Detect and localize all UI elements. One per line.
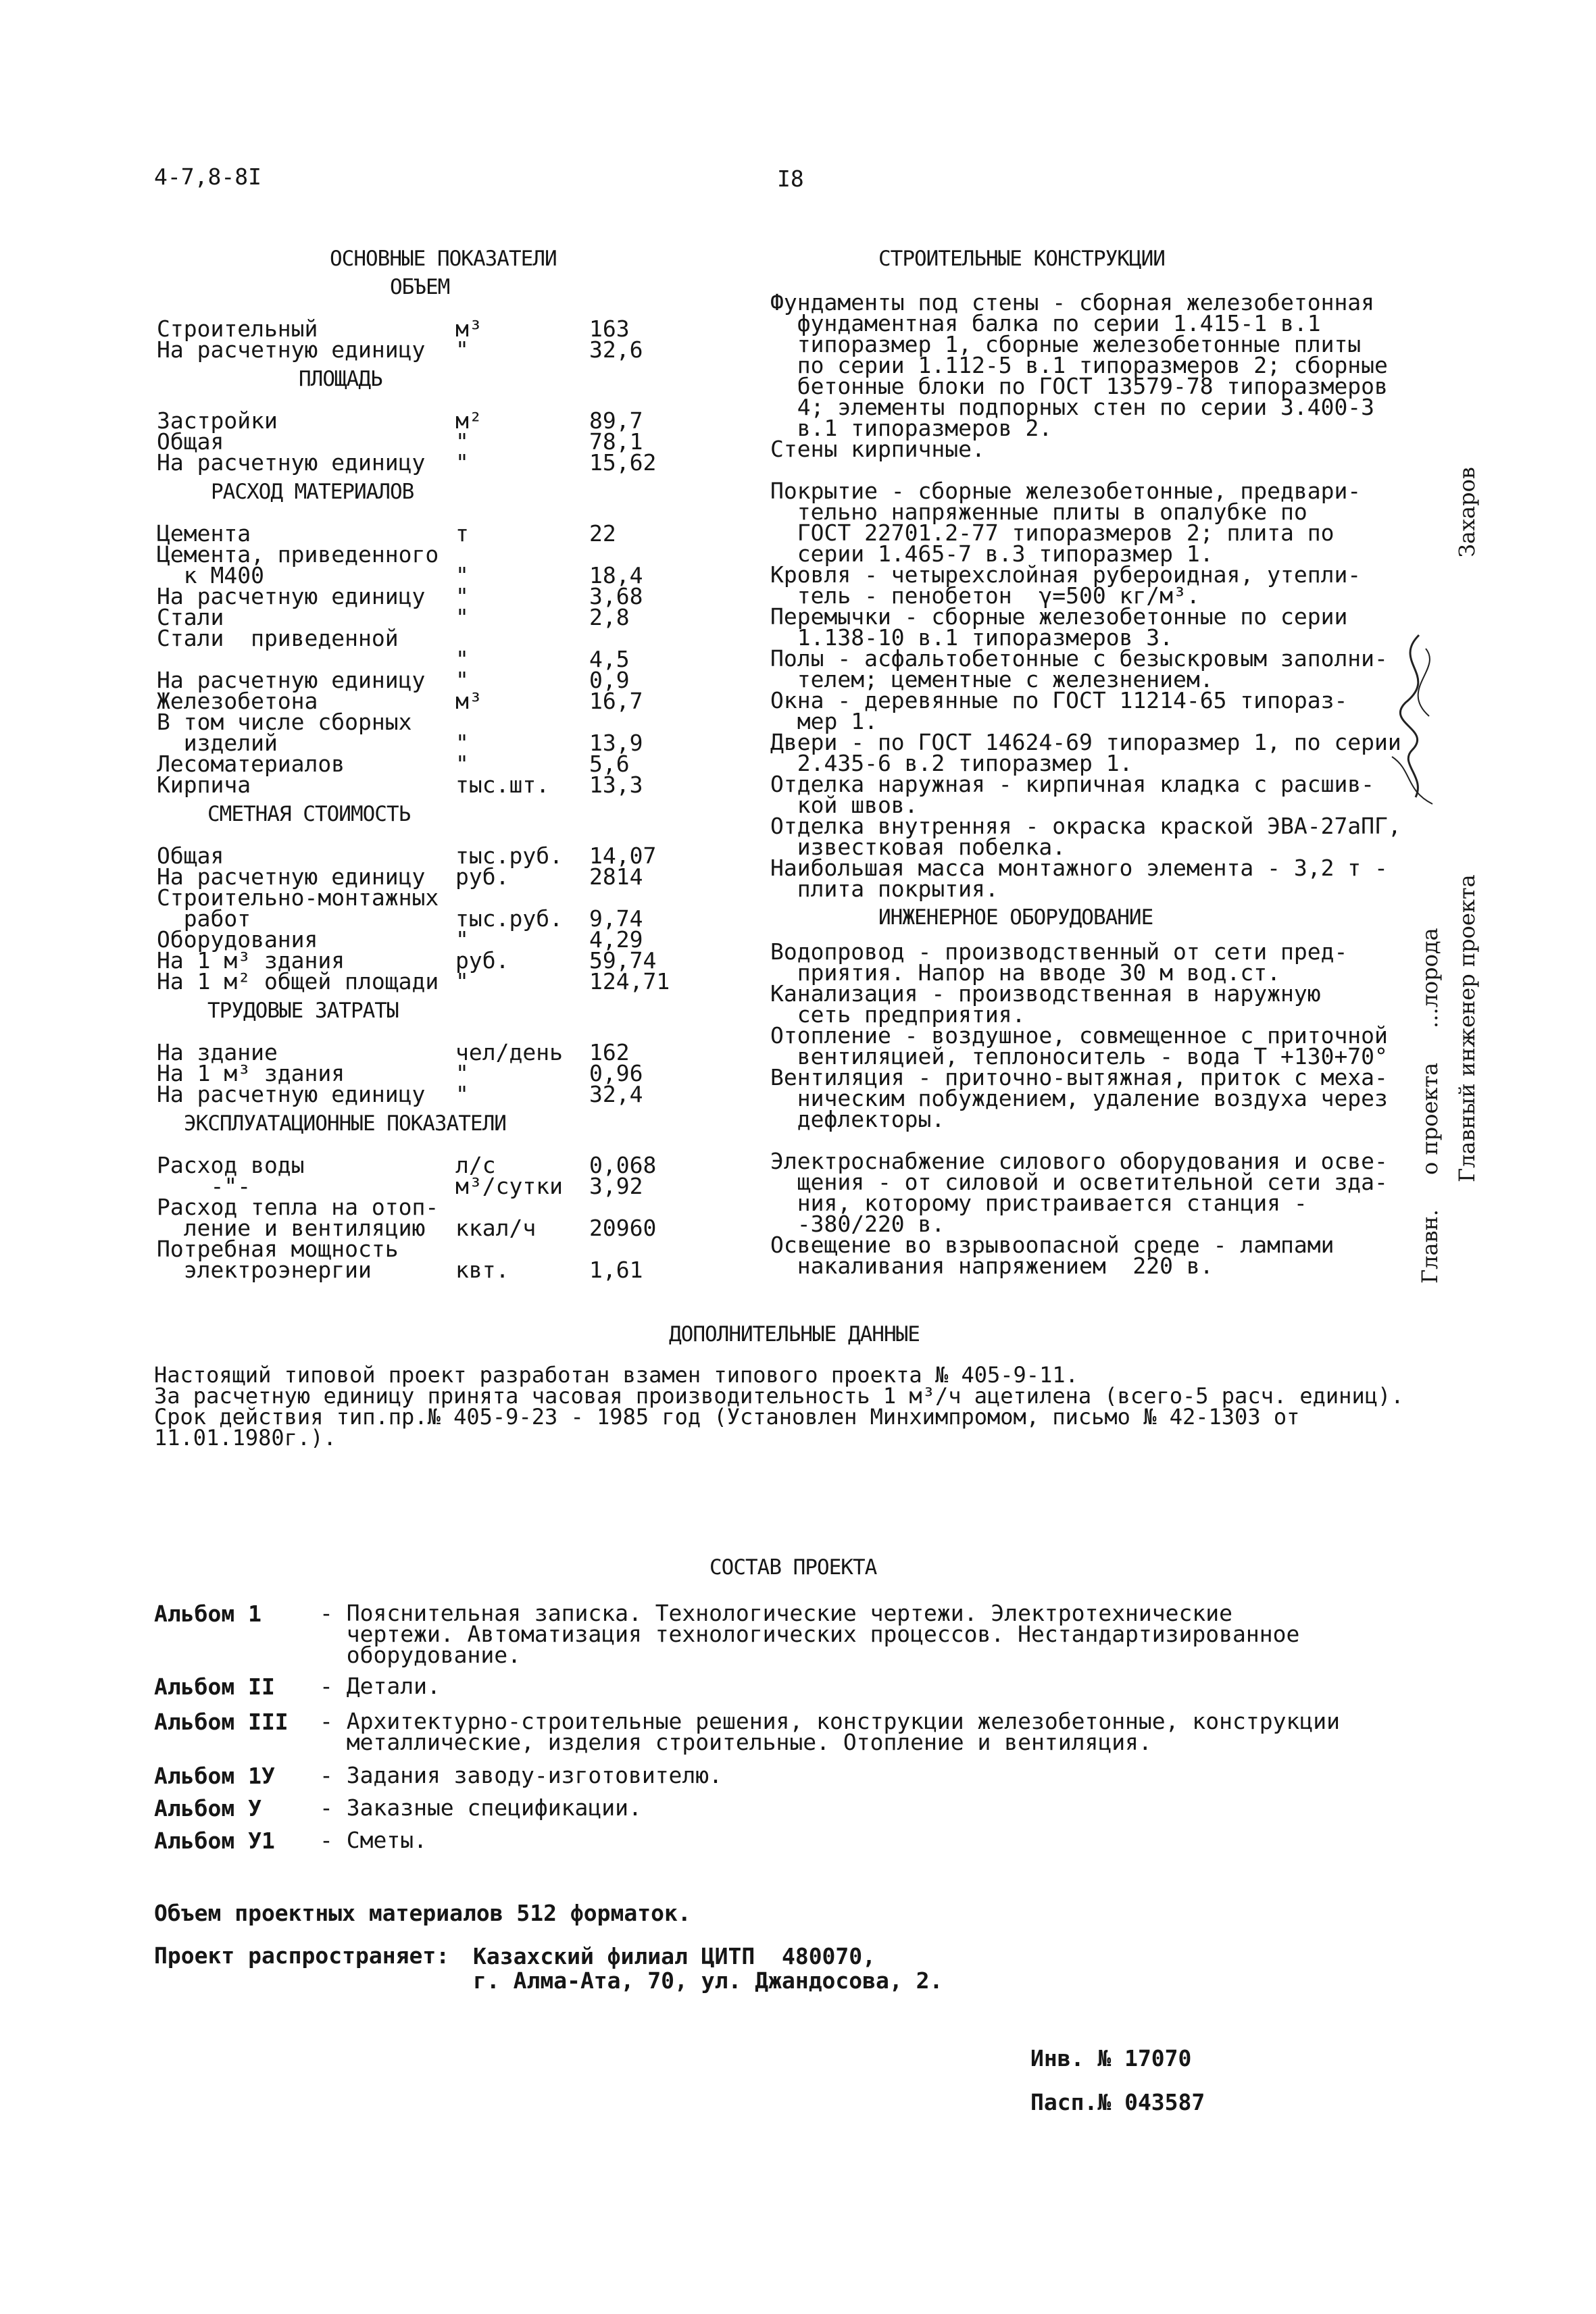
indicator-label: работ: [157, 905, 251, 932]
albums-list: [154, 0, 1370, 1892]
indicator-value: 124,71: [589, 968, 670, 995]
indicator-label: Цемента: [157, 520, 251, 547]
inventory-number: Инв. № 17070: [1030, 2045, 1192, 2071]
indicator-label: В том числе сборных: [157, 709, 412, 735]
indicator-unit: чел/день: [455, 1039, 563, 1065]
indicator-label: На 1 м³ здания: [157, 947, 345, 974]
indicator-label: Строительно-монтажных: [157, 884, 439, 911]
indicator-value: 16,7: [589, 688, 643, 714]
indicator-value: 89,7: [589, 407, 643, 434]
indicator-value: 163: [589, 316, 630, 342]
indicator-label: изделий: [157, 730, 278, 756]
indicator-label: Цемента, приведенного: [157, 541, 439, 568]
indicator-value: 22: [589, 520, 616, 547]
indicator-value: 13,9: [589, 730, 643, 756]
indicator-value: 59,74: [589, 947, 657, 974]
indicator-unit: тыс.шт.: [455, 772, 550, 798]
indicator-value: 0,96: [589, 1060, 643, 1086]
section-heading: ТРУДОВЫЕ ЗАТРАТЫ: [207, 999, 399, 1023]
indicator-value: 15,62: [589, 449, 657, 476]
indicator-unit: м³/сутки: [455, 1173, 563, 1199]
indicator-unit: ": [455, 1060, 469, 1086]
indicator-label: электроэнергии: [157, 1257, 372, 1283]
indicator-unit: м²: [455, 407, 482, 434]
indicator-label: На расчетную единицу: [157, 336, 426, 363]
indicator-unit: ": [455, 449, 469, 476]
indicator-label: Потребная мощность: [157, 1236, 399, 1262]
constructions-text: Фундаменты под стены - сборная железобетонная фундаментная балка по серии 1.415-1 в.1 типоразмер 1, сборные железобетонные плиты по серии 1.112-5 в.1 типоразмеров 2; сборные бетонные блоки по ГОСТ 13579-78 типоразмеров 4; элементы подпорных стен по серии 3.400-3 в.1 типоразмеров 2. Стены кирпичные. Покрытие - сборные железобетонные, предвари- тельно напряженные плиты в опалубке по ГОСТ 22701.2-77 типоразмеров 2; плита по серии 1.465-7 в.3 типоразмер 1. Кровля - четырехслойная рубероидная, утепли- тель - пенобетон γ=500 кг/м³. Перемычки - сборные железобетонные по серии 1.138-10 в.1 типоразмеров 3. Полы - асфальтобетонные с безыскровым заполни- телем; цементные с железнением. Окна - деревянные по ГОСТ 11214-65 типораз- мер 1. Двери - по ГОСТ 14624-69 типоразмер 1, по серии 2.435-6 в.2 типоразмер 1. Отделка наружная - кирпичная кладка с расшив- кой швов. Отделка внутренняя - окраска краской ЭВА-27аПГ, известковая побелка. Наибольшая масса монтажного элемента - 3,2 т - плита покрытия.: [770, 289, 1401, 902]
indicator-unit: руб.: [455, 947, 509, 974]
section-heading: РАСХОД МАТЕРИАЛОВ: [211, 480, 414, 504]
indicator-label: Стали приведенной: [157, 625, 399, 651]
album-name: Альбом 1: [154, 1601, 261, 1627]
indicator-value: 3,68: [589, 583, 643, 609]
section-heading: ОБЪЕМ: [390, 275, 450, 299]
distributor-text: Казахский филиал ЦИТП 480070, г. Алма-Ата, 70, ул. Джандосова, 2.: [473, 1943, 943, 1994]
volume-text: Объем проектных материалов 512 форматок.: [154, 1900, 691, 1926]
indicator-label: Кирпича: [157, 772, 251, 798]
indicator-value: 1,61: [589, 1257, 643, 1283]
indicator-value: 0,9: [589, 667, 630, 693]
album-name: Альбом II: [154, 1674, 275, 1700]
composition-title: СОСТАВ ПРОЕКТА: [709, 1555, 877, 1580]
indicator-unit: ": [455, 336, 469, 363]
indicator-label: Лесоматериалов: [157, 751, 345, 777]
indicator-value: 2814: [589, 863, 643, 890]
indicator-label: Стали: [157, 604, 224, 630]
indicator-value: 4,5: [589, 646, 630, 672]
indicator-label: На расчетную единицу: [157, 667, 426, 693]
passport-number: Пасп.№ 043587: [1030, 2089, 1205, 2115]
indicators-title: ОСНОВНЫЕ ПОКАЗАТЕЛИ: [330, 247, 557, 271]
indicator-value: 18,4: [589, 562, 643, 588]
indicator-label: На 1 м³ здания: [157, 1060, 345, 1086]
margin-name: Захаров: [1454, 467, 1480, 557]
indicator-unit: ": [455, 562, 469, 588]
album-description: - Заказные спецификации.: [320, 1794, 642, 1821]
album-description: - Детали.: [320, 1673, 441, 1699]
signature-mark: [1378, 622, 1453, 824]
indicator-label: Железобетона: [157, 688, 318, 714]
section-heading: ЭКСПЛУАТАЦИОННЫЕ ПОКАЗАТЕЛИ: [184, 1111, 506, 1136]
indicator-unit: ": [455, 667, 469, 693]
margin-chief-engineer: Главный инженер проекта: [1454, 874, 1480, 1182]
section-heading: ПЛОЩАДЬ: [299, 367, 382, 391]
indicator-value: 0,068: [589, 1152, 657, 1178]
album-description: - Задания заводу-изготовителю.: [320, 1762, 723, 1788]
constructions-title: СТРОИТЕЛЬНЫЕ КОНСТРУКЦИИ: [878, 247, 1165, 271]
indicator-value: 14,07: [589, 842, 657, 869]
indicator-label: ление и вентиляцию: [157, 1215, 426, 1241]
indicator-label: На 1 м² общей площади: [157, 968, 439, 995]
page-number: I8: [777, 166, 804, 192]
document-code: 4-7,8-8I: [154, 164, 261, 190]
engineering-text: Водопровод - производственный от сети пред- приятия. Напор на вводе 30 м вод.ст. Канализация - производственная в наружную сеть предприятия. Отопление - воздушное, совмещенное с приточной вентиляцией, теплоноситель - вода Т +130+70° Вентиляция - приточно-вытяжная, приток с меха- ническим побуждением, удаление воздуха через дефлекторы. Электроснабжение силового оборудования и осве- щения - от силовой и осветительной сети зда- ния, которому пристраивается станция - -380/220 в. Освещение во взрывоопасной среде - лампами накаливания напряжением 220 в.: [770, 938, 1388, 1279]
indicator-value: 2,8: [589, 604, 630, 630]
indicator-unit: м³: [455, 316, 482, 342]
indicator-label: Расход тепла на отоп-: [157, 1194, 439, 1220]
indicator-unit: ": [455, 751, 469, 777]
indicator-unit: ": [455, 730, 469, 756]
indicator-label: На расчетную единицу: [157, 583, 426, 609]
album-description: - Сметы.: [320, 1827, 427, 1853]
indicator-value: 5,6: [589, 751, 630, 777]
indicator-value: 3,92: [589, 1173, 643, 1199]
indicator-label: Оборудования: [157, 926, 318, 953]
distributor-label: Проект распространяет:: [154, 1942, 450, 1969]
indicator-value: 32,4: [589, 1081, 643, 1107]
indicator-label: Застройки: [157, 407, 278, 434]
album-name: Альбом У: [154, 1795, 261, 1821]
indicator-value: 13,3: [589, 772, 643, 798]
indicator-unit: ": [455, 604, 469, 630]
margin-approval-text: Главн. о проекта ...лорода: [1417, 928, 1443, 1284]
album-description: - Пояснительная записка. Технологические чертежи. Электротехнические чертежи. Автоматизация технологических процессов. Нестандартизированное оборудование.: [320, 1600, 1300, 1668]
indicator-unit: руб.: [455, 863, 509, 890]
indicator-label: Общая: [157, 842, 224, 869]
indicator-value: 162: [589, 1039, 630, 1065]
indicator-unit: м³: [455, 688, 482, 714]
indicator-unit: т: [455, 520, 469, 547]
indicator-label: Общая: [157, 428, 224, 455]
indicator-label: На расчетную единицу: [157, 449, 426, 476]
indicator-unit: тыс.руб.: [455, 842, 563, 869]
indicator-unit: ": [455, 428, 469, 455]
section-heading: СМЕТНАЯ СТОИМОСТЬ: [207, 802, 411, 826]
additional-text: Настоящий типовой проект разработан взамен типового проекта № 405-9-11. За расчетную единицу принята часовая производительность 1 м³/ч ацетилена (всего-5 расч. единиц). Срок действия тип.пр.№ 405-9-23 - 1985 год (Установлен Минхимпромом, письмо № 42-1303 от 11.01.1980г.).: [154, 1362, 1404, 1451]
indicator-unit: ": [455, 926, 469, 953]
album-name: Альбом III: [154, 1709, 289, 1735]
indicator-label: На здание: [157, 1039, 278, 1065]
indicator-unit: ": [455, 583, 469, 609]
indicator-unit: ккал/ч: [455, 1215, 537, 1241]
album-name: Альбом У1: [154, 1828, 275, 1854]
indicator-unit: тыс.руб.: [455, 905, 563, 932]
indicator-label: На расчетную единицу: [157, 863, 426, 890]
indicator-unit: ": [455, 968, 469, 995]
engineering-title: ИНЖЕНЕРНОЕ ОБОРУДОВАНИЕ: [878, 905, 1153, 930]
indicator-unit: л/с: [455, 1152, 496, 1178]
indicator-value: 32,6: [589, 336, 643, 363]
indicator-unit: ": [455, 646, 469, 672]
indicator-label: На расчетную единицу: [157, 1081, 426, 1107]
album-description: - Архитектурно-строительные решения, конструкции железобетонные, конструкции металлические, изделия строительные. Отопление и вентиляция.: [320, 1708, 1340, 1755]
indicator-value: 4,29: [589, 926, 643, 953]
indicator-label: к М400: [157, 562, 264, 588]
indicator-label: Расход воды: [157, 1152, 305, 1178]
indicator-unit: квт.: [455, 1257, 509, 1283]
indicator-value: 20960: [589, 1215, 657, 1241]
indicator-label: -"-: [157, 1173, 251, 1199]
indicator-value: 9,74: [589, 905, 643, 932]
indicator-label: Строительный: [157, 316, 318, 342]
additional-title: ДОПОЛНИТЕЛЬНЫЕ ДАННЫЕ: [669, 1322, 920, 1347]
indicator-value: 78,1: [589, 428, 643, 455]
album-name: Альбом 1У: [154, 1763, 275, 1789]
indicator-unit: ": [455, 1081, 469, 1107]
